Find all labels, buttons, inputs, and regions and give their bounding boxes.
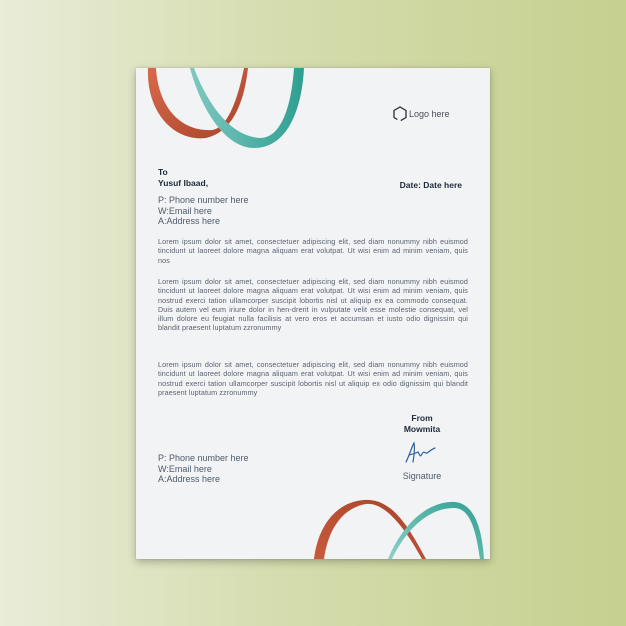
hexagon-outline-icon	[393, 106, 407, 122]
contact-block-top	[158, 195, 249, 227]
logo-text: Logo here	[409, 109, 450, 119]
sender-name: Mowmita	[403, 424, 441, 434]
contact-phone: P: Phone number here	[158, 195, 249, 205]
handwritten-signature	[402, 440, 442, 466]
recipient-block	[158, 167, 208, 189]
contact-phone: P: Phone number here	[158, 453, 249, 463]
recipient-name: Yusuf Ibaad,	[158, 178, 209, 188]
from-label: From	[411, 413, 433, 423]
body-paragraph-3: Lorem ipsum dolor sit amet, consectetuer adipiscing elit, sed diam nonummy nibh euismod tincidunt ut laoreet dolore magna aliquam erat volutpat. Ut wisi enim ad minim veniam, quis nostrud exerci tation ullamcorper suscipit lobortis nisl ut aliquip ex odio dignissim qui blandit praesent luptatum zzronummy	[158, 360, 468, 397]
body-paragraph-2: Lorem ipsum dolor sit amet, consectetuer adipiscing elit, sed diam nonummy nibh euismod tincidunt ut laoreet dolore magna aliquam erat volutpat. Ut wisi enim ad minim veniam, quis nostrud exerci tation ullamcorper suscipit lobortis nisl ut aliquip ex ea commodo consequat. Duis autem vel eum iriure dolor in hen-drerit in vulputate velit esse molestie consequat, vel illum dolore eu feugiat nulla facilisis at vero eros et accumsan et iusto odio dignissim qui blandit praesent luptatum zzronummy	[158, 277, 468, 333]
contact-email: W:Email here	[158, 463, 212, 474]
body-paragraph-1: Lorem ipsum dolor sit amet, consectetuer adipiscing elit, sed diam nonummy nibh euismod tincidunt ut laoreet dolore magna aliquam erat volutpat. Ut wisi enim ad minim veniam, quis nos	[158, 237, 468, 265]
logo	[393, 106, 450, 122]
contact-address: A:Address here	[158, 474, 221, 484]
letter-date: Date: Date here	[399, 180, 462, 190]
sender-block	[390, 413, 454, 435]
contact-address: A:Address here	[158, 216, 221, 226]
contact-email: W:Email here	[158, 205, 212, 216]
to-label: To	[158, 167, 168, 177]
teal-swoosh-bottom	[388, 502, 484, 559]
letterhead-page	[136, 68, 490, 559]
signature-label: Signature	[402, 471, 442, 481]
contact-block-bottom	[158, 453, 249, 485]
